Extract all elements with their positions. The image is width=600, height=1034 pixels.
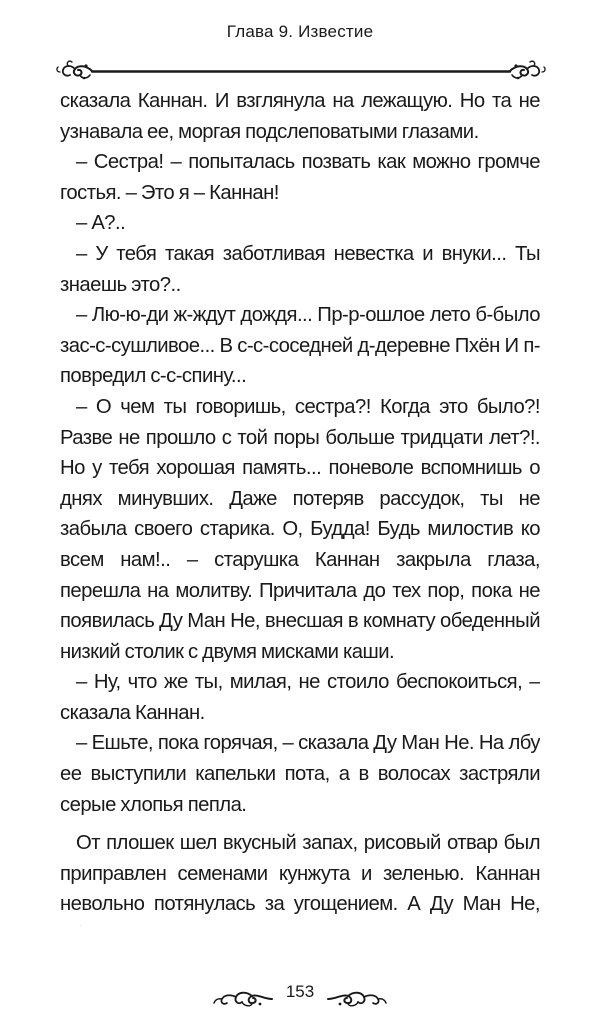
footer-left-ornament-icon (212, 986, 274, 1010)
paragraph: сказала Каннан. И взглянула на лежащую. Но та не узнавала ее, моргая подслеповатыми глазами. (60, 90, 540, 143)
paragraph: – О чем ты говоришь, сестра?! Когда это было?! Разве не прошло с той поры больше тридцати лет?!. Но у тебя хорошая память... поневоле вспомнишь о днях минувших. Даже потеряв рассудок, ты не забыла своего старика. О, Будда! Будь милостив ко всем нам!.. – старушка Каннан закрыла глаза, перешла на молитву. Причитала до тех пор, пока не появилась Ду Ман Не, внесшая в комнату обеденный низкий столик с двумя мисками каши. (60, 395, 540, 663)
page-number: 153 (285, 982, 315, 1001)
header-ornament-rule (56, 56, 546, 86)
paragraph: – У тебя такая заботливая невестка и внуки... Ты знаешь это?.. (60, 242, 540, 296)
paragraph: – Ну, что же ты, милая, не стоило беспокоиться, – сказала Каннан. (60, 671, 540, 724)
chapter-title: Глава 9. Известие (226, 22, 374, 41)
footer-right-ornament-icon (326, 986, 388, 1010)
page-footer (0, 980, 600, 1020)
page-body-text (60, 86, 540, 926)
paragraph: – Сестра! – попыталась позвать как можно громче гостья. – Это я – Каннан! (60, 151, 540, 204)
paragraph: – Ешьте, пока горячая, – сказала Ду Ман Не. На лбу ее выступили капельки пота, а в волосах застряли серые хлопья пепла. (60, 732, 540, 816)
ornament-divider-icon (56, 56, 546, 86)
paragraph: – Лю-ю-ди ж-ждут дождя... Пр-р-ошлое лето б-было зас-с-сушливое... В с-с-соседней д-деревне Пхён И п-повредил с-с-спину... (60, 304, 540, 388)
paragraph: От плошек шел вкусный запах, рисовый отвар был приправлен семенами кунжута и зеленью. Каннан невольно потянулась за угощением. А Ду Ман Не, (60, 832, 540, 916)
paragraph: – А?.. (76, 212, 126, 235)
